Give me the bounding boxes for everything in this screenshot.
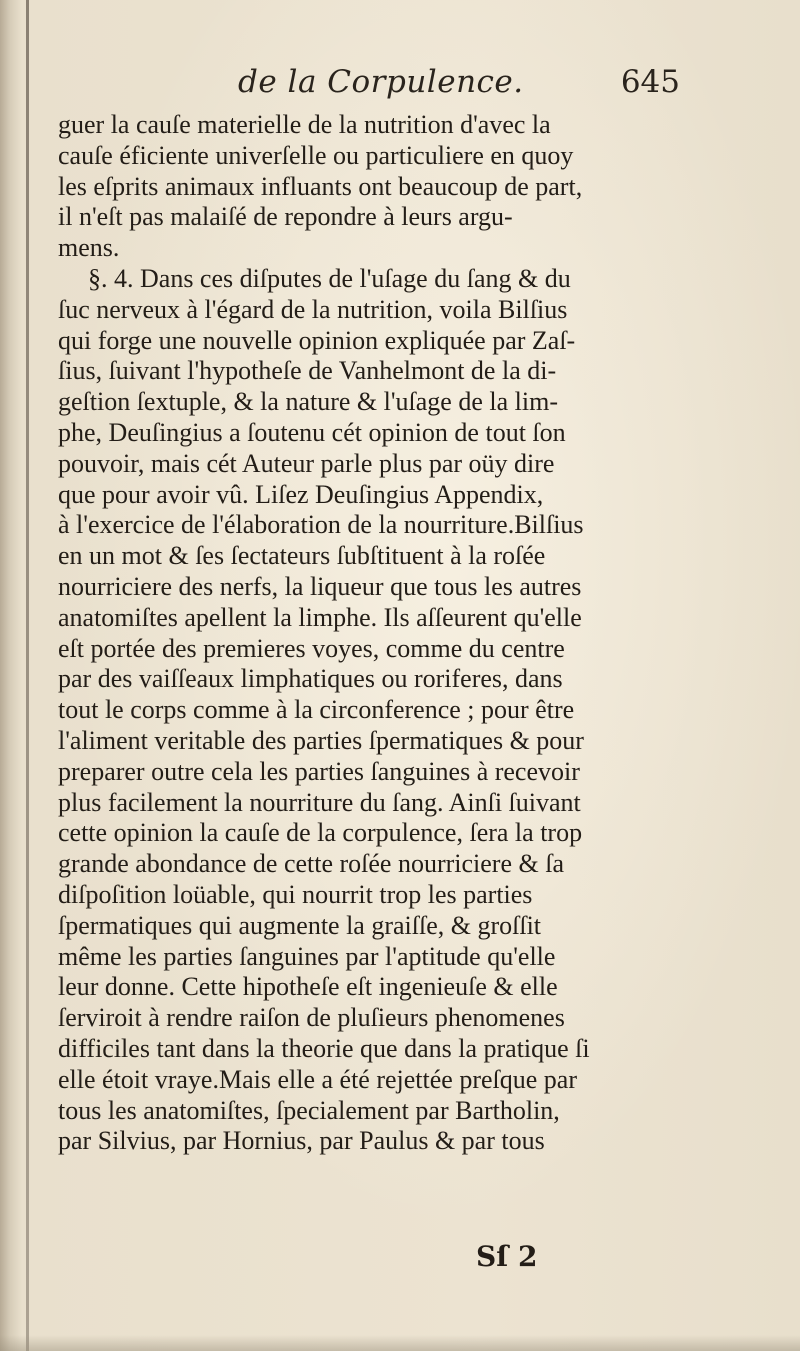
binding-edge: [26, 0, 29, 1351]
text-line: en un mot & ſes ſectateurs ſubſtituent à la roſée: [58, 541, 546, 571]
text-line: que pour avoir vû. Liſez Deuſingius Appendix,: [58, 479, 544, 509]
running-head: de la Corpulence.: [238, 64, 524, 100]
text-line: par des vaiſſeaux limphatiques ou roriferes, dans: [58, 664, 563, 694]
text-line: difficiles tant dans la theorie que dans la pratique ſi: [58, 1033, 590, 1063]
text-line: mens.: [58, 233, 120, 263]
text-line: même les parties ſanguines par l'aptitude qu'elle: [58, 941, 556, 971]
text-line: pouvoir, mais cét Auteur parle plus par oüy dire: [58, 448, 555, 478]
text-line: ſerviroit à rendre raiſon de pluſieurs phenomenes: [58, 1003, 565, 1033]
text-line: ſpermatiques qui augmente la graiſſe, & groſſit: [58, 910, 542, 940]
text-line: geſtion ſextuple, & la nature & l'uſage de la lim-: [58, 387, 558, 417]
text-line: nourriciere des nerfs, la liqueur que tous les autres: [58, 571, 582, 601]
text-line: grande abondance de cette roſée nourriciere & ſa: [58, 849, 564, 879]
text-line: ſius, ſuivant l'hypotheſe de Vanhelmont de la di-: [58, 356, 557, 386]
text-line: ſuc nerveux à l'égard de la nutrition, voila Bilſius: [58, 294, 568, 324]
text-line: eſt portée des premieres voyes, comme du centre: [58, 633, 565, 663]
text-line: qui forge une nouvelle opinion expliquée par Zaſ-: [58, 325, 576, 355]
text-line: tout le corps comme à la circonference ; pour être: [58, 695, 575, 725]
text-line: par Silvius, par Hornius, par Paulus & par tous: [58, 1126, 545, 1156]
text-line: tous les anatomiſtes, ſpecialement par Bartholin,: [58, 1095, 560, 1125]
body-text: [58, 110, 688, 1157]
text-line: plus facilement la nourriture du ſang. Ainſi ſuivant: [58, 787, 581, 817]
text-line: l'aliment veritable des parties ſpermatiques & pour: [58, 725, 584, 755]
signature-mark: Sſ 2: [476, 1240, 538, 1273]
text-line: guer la cauſe materielle de la nutrition d'avec la: [58, 110, 551, 139]
paragraph-start-line: §. 4. Dans ces diſputes de l'uſage du ſang & du: [88, 263, 571, 293]
text-line: il n'eſt pas malaiſé de repondre à leurs argu-: [58, 202, 513, 232]
text-line: diſpoſition loüable, qui nourrit trop les parties: [58, 879, 533, 909]
text-line: preparer outre cela les parties ſanguines à recevoir: [58, 756, 580, 786]
page-bottom-edge: [0, 1335, 800, 1351]
page-header: [60, 64, 680, 114]
text-line: cauſe éficiente univerſelle ou particuliere en quoy: [58, 140, 574, 170]
text-line: à l'exercice de l'élaboration de la nourriture.Bilſius: [58, 510, 584, 540]
text-line: phe, Deuſingius a ſoutenu cét opinion de tout ſon: [58, 417, 566, 447]
text-line: anatomiſtes apellent la limphe. Ils aſſeurent qu'elle: [58, 602, 582, 632]
text-line: cette opinion la cauſe de la corpulence, ſera la trop: [58, 818, 583, 848]
text-line: leur donne. Cette hipotheſe eſt ingenieuſe & elle: [58, 972, 558, 1002]
page-number: 645: [620, 64, 680, 100]
text-line: elle étoit vraye.Mais elle a été rejettée preſque par: [58, 1064, 577, 1094]
text-line: les eſprits animaux influants ont beaucoup de part,: [58, 171, 583, 201]
